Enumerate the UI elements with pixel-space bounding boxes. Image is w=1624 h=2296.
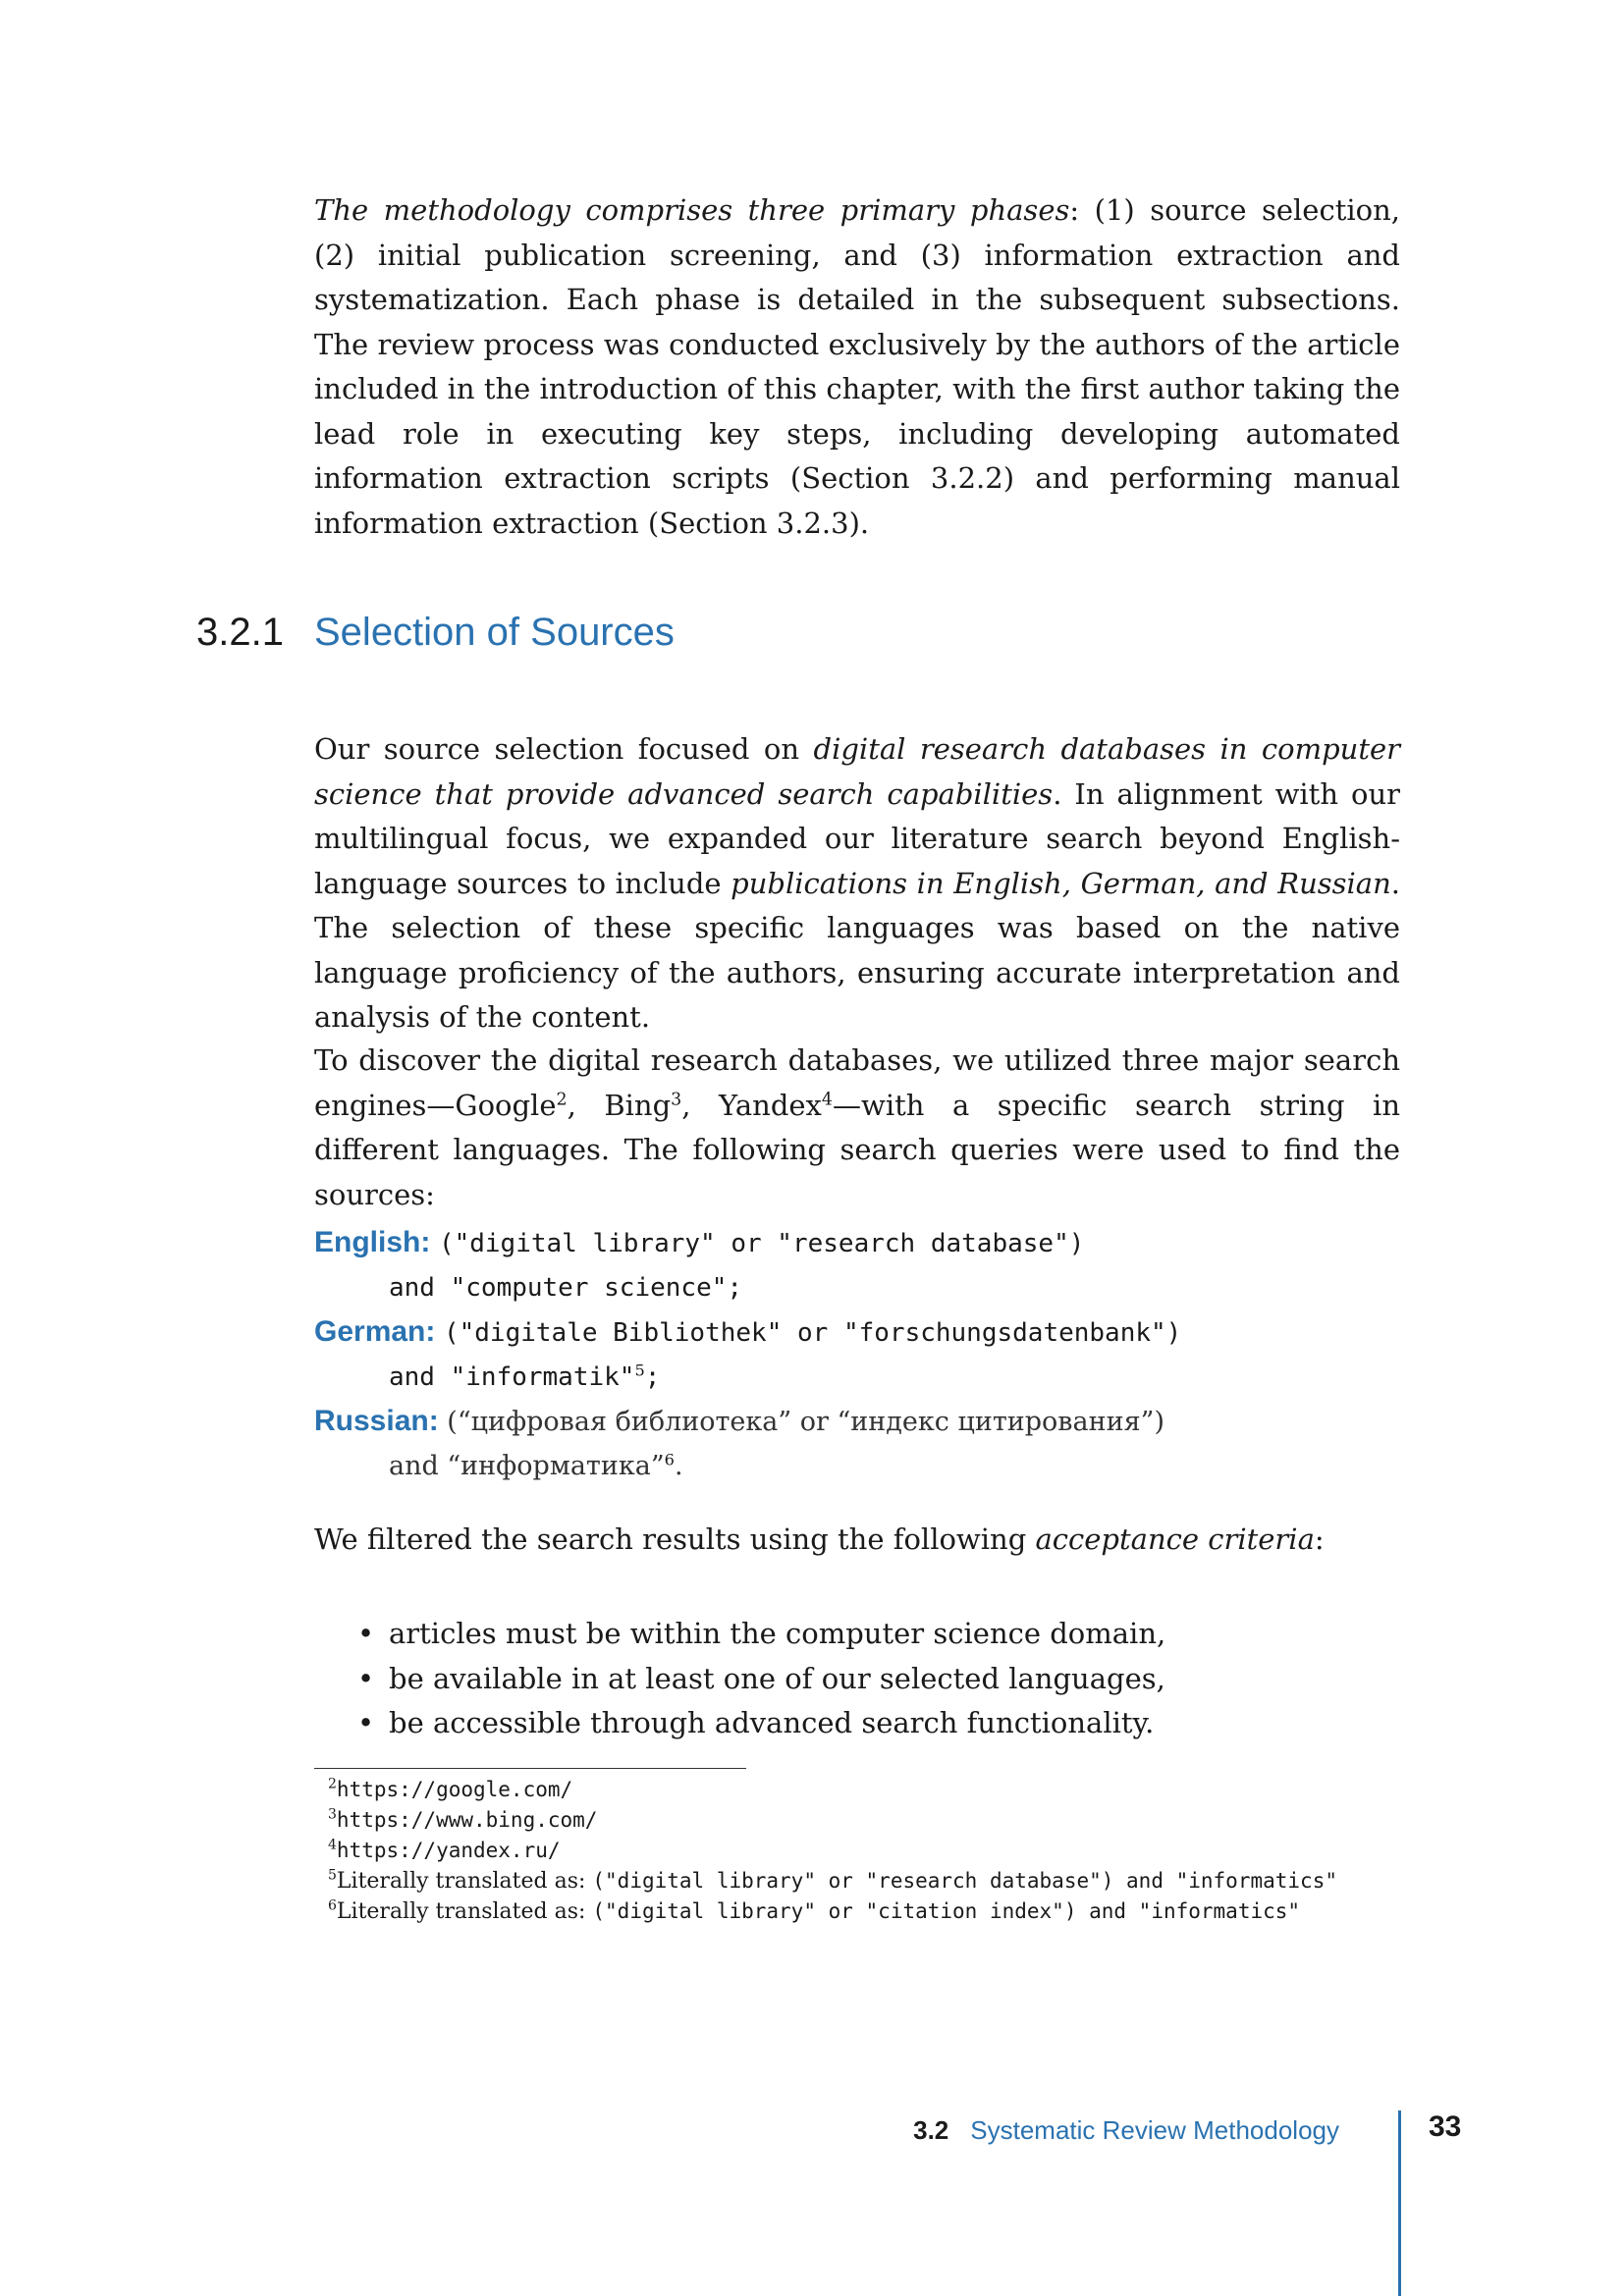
footnote-ref[interactable]: 5 <box>634 1360 645 1379</box>
text-run: To discover the digital research databases, we utilized three major search engines—Google <box>314 1043 1400 1122</box>
footnote-text: Literally translated as: <box>336 1899 593 1924</box>
query-line: and "computer science"; <box>389 1272 743 1303</box>
footnote-ref[interactable]: 2 <box>556 1090 568 1110</box>
emphasis-run: acceptance criteria <box>1035 1522 1315 1556</box>
section-title: Selection of Sources <box>314 611 675 654</box>
acceptance-criteria-list <box>314 1612 1400 1746</box>
query-line: (“цифровая библиотека” or “индекс цитирования”) <box>447 1407 1164 1437</box>
query-line-end: ; <box>644 1362 661 1392</box>
emphasis-run: publications in English, German, and Russian <box>731 866 1391 900</box>
list-item: • be available in at least one of our selected languages, <box>314 1657 1400 1702</box>
search-queries <box>314 1220 1400 1488</box>
footnotes <box>314 1775 1400 1927</box>
text-run: . In alignment with our multilingual focus, we expanded our literature search beyond English-language sources to include <box>314 776 1401 900</box>
footnote-number: 6 <box>328 1897 337 1914</box>
text-run: —with a specific search string in different languages. The following search queries were used to find the sources: <box>314 1088 1400 1211</box>
text-run: . The selection of these specific languages was based on the native language proficiency of the authors, ensuring accurate interpretation and analysis of the content. <box>314 866 1400 1034</box>
query-line: and "informatik" <box>389 1362 635 1392</box>
footnote-ref[interactable]: 6 <box>664 1449 675 1468</box>
query-english <box>314 1220 1400 1265</box>
emphasis-run: digital research databases in computer science that provide advanced search capabilities <box>314 732 1401 811</box>
paragraph-criteria-intro <box>314 1518 1400 1563</box>
paragraph-search-engines <box>314 1039 1400 1217</box>
query-continuation <box>314 1355 1400 1400</box>
intro-paragraph <box>314 188 1400 546</box>
footnote-code: ("digital library" or "research database") and "informatics" <box>592 1869 1337 1893</box>
footnote <box>314 1866 1400 1896</box>
footnote-text: Literally translated as: <box>336 1869 593 1894</box>
footnote <box>314 1836 1400 1866</box>
footnote <box>314 1775 1400 1805</box>
running-footer <box>913 2115 1339 2146</box>
footnote-number: 4 <box>328 1837 337 1853</box>
footer-divider <box>1398 2110 1401 2296</box>
footnote-link[interactable]: https://www.bing.com/ <box>336 1808 598 1832</box>
page-number: 33 <box>1429 2110 1462 2143</box>
query-continuation <box>314 1444 1400 1489</box>
intro-text: : (1) source selection, (2) initial publication screening, and (3) information extraction and systematization. Each phase is detailed in the subsequent subsections. The review process was conducted exclusively by the authors of the article included in the introduction of this chapter, with the first author taking the lead role in executing key steps, including developing automated information extraction scripts (Section 3.2.2) and performing manual information extraction (Section 3.2.3). <box>314 193 1400 540</box>
query-line-end: . <box>674 1450 683 1481</box>
footnote-ref[interactable]: 4 <box>821 1090 833 1110</box>
query-continuation <box>314 1265 1400 1310</box>
footnote-ref[interactable]: 3 <box>671 1090 682 1110</box>
query-line: ("digital library" or "research database") <box>438 1229 1085 1258</box>
query-label: Russian: <box>314 1405 439 1437</box>
footnote <box>314 1896 1400 1927</box>
paragraph-sources <box>314 727 1400 1041</box>
query-line: ("digitale Bibliothek" or "forschungsdatenbank") <box>443 1318 1182 1348</box>
text-run: , Yandex <box>681 1088 822 1122</box>
footer-section-number: 3.2 <box>913 2115 949 2145</box>
footnote-link[interactable]: https://yandex.ru/ <box>336 1839 561 1862</box>
footnote-number: 2 <box>328 1776 337 1792</box>
query-russian <box>314 1399 1400 1444</box>
footnote <box>314 1805 1400 1836</box>
text-run: Our source selection focused on <box>314 732 814 766</box>
footnote-number: 3 <box>328 1806 337 1823</box>
footnote-code: ("digital library" or "citation index") and "informatics" <box>592 1899 1301 1923</box>
footnote-link[interactable]: https://google.com/ <box>336 1778 573 1801</box>
text-run: , Bing <box>567 1088 672 1122</box>
footnote-divider <box>314 1768 746 1769</box>
section-number: 3.2.1 <box>196 611 284 654</box>
text-run: We filtered the search results using the following <box>314 1522 1036 1556</box>
query-label: English: <box>314 1226 431 1258</box>
footer-section-title: Systematic Review Methodology <box>970 2115 1339 2145</box>
query-line: and “информатика” <box>389 1450 665 1481</box>
intro-lead: The methodology comprises three primary phases <box>314 193 1070 227</box>
list-item: • articles must be within the computer science domain, <box>314 1612 1400 1657</box>
text-run: : <box>1314 1522 1325 1556</box>
query-label: German: <box>314 1315 436 1348</box>
footnote-number: 5 <box>328 1867 337 1884</box>
query-german <box>314 1309 1400 1355</box>
list-item: • be accessible through advanced search functionality. <box>314 1701 1400 1746</box>
section-heading <box>196 611 675 655</box>
